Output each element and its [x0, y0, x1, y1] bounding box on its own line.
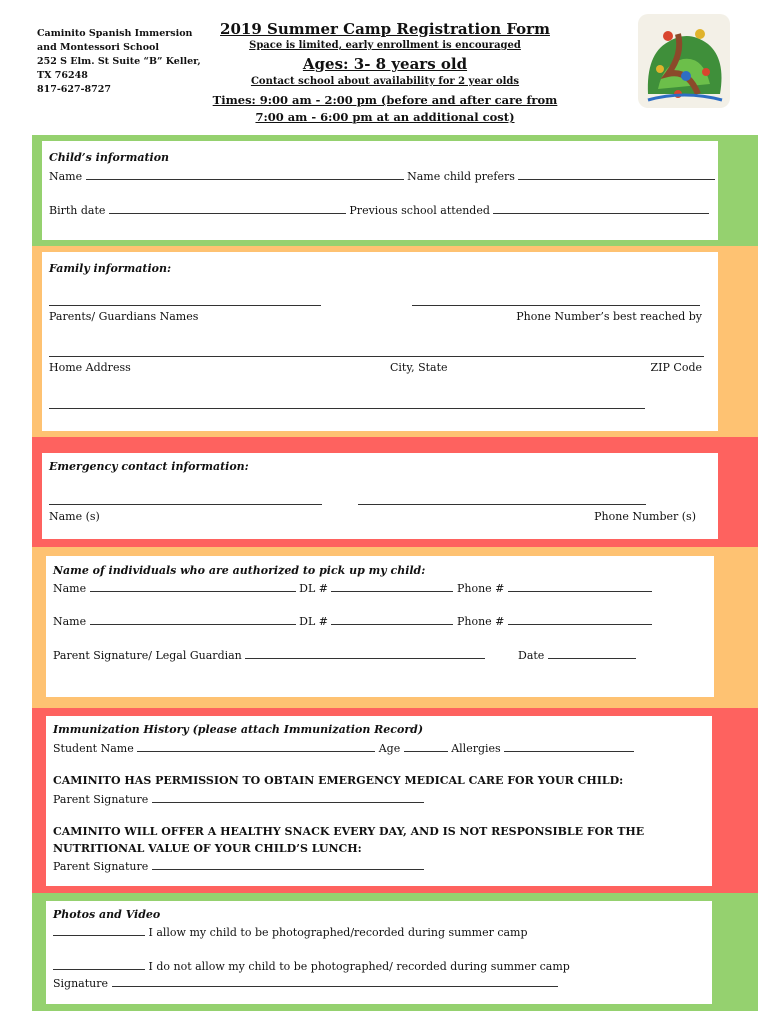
immunization-band	[32, 708, 758, 893]
pickup-phone-label: Phone #	[456, 582, 505, 595]
photos-signature-field[interactable]	[112, 976, 558, 987]
pickup-name-field-2[interactable]	[90, 614, 296, 625]
times-line-2: 7:00 am - 6:00 pm at an additional cost)	[255, 110, 515, 124]
previous-school-field[interactable]	[493, 203, 709, 214]
child-info-box	[42, 141, 718, 240]
family-info-band	[32, 246, 758, 437]
school-city: TX 76248	[37, 70, 88, 81]
pickup-name-label-2: Name	[53, 615, 87, 628]
medical-signature-row	[53, 792, 424, 806]
school-name-line-2: and Montessori School	[37, 42, 159, 53]
student-row	[53, 741, 634, 755]
allergies-field[interactable]	[504, 741, 634, 752]
emergency-phone-field[interactable]	[358, 504, 646, 505]
pickup-date-row	[518, 648, 636, 662]
photos-allow-row	[53, 925, 528, 939]
photos-signature-label: Signature	[53, 977, 109, 990]
photos-allow-field[interactable]	[53, 925, 145, 936]
photos-disallow-field[interactable]	[53, 959, 145, 970]
family-info-box	[42, 252, 718, 431]
pickup-dl-label: DL #	[299, 582, 328, 595]
phone-number-field[interactable]	[412, 305, 700, 306]
medical-permission-text: CAMINITO HAS PERMISSION TO OBTAIN EMERGENCY MEDICAL CARE FOR YOUR CHILD:	[53, 774, 624, 787]
snack-signature-row	[53, 859, 424, 873]
child-prefers-field[interactable]	[518, 169, 715, 180]
age-field[interactable]	[404, 741, 448, 752]
times-note	[200, 92, 570, 126]
parents-names-label: Parents/ Guardians Names	[49, 310, 199, 323]
previous-school-label: Previous school attended	[349, 204, 490, 217]
school-street: 252 S Elm. St Suite “B” Keller,	[37, 56, 201, 67]
snack-text-line-2: NUTRITIONAL VALUE OF YOUR CHILD’S LUNCH:	[53, 842, 362, 855]
phone-best-label: Phone Number’s best reached by	[516, 310, 702, 323]
birth-date-field[interactable]	[109, 203, 346, 214]
emergency-name-field[interactable]	[49, 504, 322, 505]
child-prefers-label: Name child prefers	[407, 170, 515, 183]
pickup-heading: Name of individuals who are authorized to pick up my child:	[53, 564, 426, 577]
pickup-name-field-1[interactable]	[90, 581, 296, 592]
home-address-field[interactable]	[49, 356, 704, 357]
photos-box	[46, 901, 712, 1004]
emergency-name-label: Name (s)	[49, 510, 100, 523]
contact-note: Contact school about availability for 2 year olds	[250, 76, 520, 87]
pickup-signature-label: Parent Signature/ Legal Guardian	[53, 649, 242, 662]
school-phone: 817-627-8727	[37, 84, 111, 95]
child-name-field[interactable]	[86, 169, 404, 180]
pickup-phone-field-1[interactable]	[508, 581, 652, 592]
pickup-dl-field-2[interactable]	[331, 614, 453, 625]
pickup-phone-label-2: Phone #	[456, 615, 505, 628]
child-birth-row	[49, 203, 709, 217]
family-info-heading: Family information:	[49, 262, 172, 275]
times-line-1: Times: 9:00 am - 2:00 pm (before and after care from	[212, 93, 558, 107]
snack-signature-field[interactable]	[152, 859, 424, 870]
pickup-signature-field[interactable]	[245, 648, 485, 659]
additional-address-field[interactable]	[49, 408, 645, 409]
immunization-heading: Immunization History (please attach Immunization Record)	[53, 723, 424, 736]
emergency-heading: Emergency contact information:	[49, 460, 249, 473]
photos-band	[32, 893, 758, 1011]
child-name-label: Name	[49, 170, 83, 183]
pickup-date-label: Date	[518, 649, 545, 662]
age-label: Age	[378, 742, 401, 755]
birth-date-label: Birth date	[49, 204, 106, 217]
student-name-label: Student Name	[53, 742, 134, 755]
medical-signature-label: Parent Signature	[53, 793, 149, 806]
child-name-row	[49, 169, 715, 183]
city-state-label: City, State	[390, 361, 448, 374]
photos-allow-text: I allow my child to be photographed/recorded during summer camp	[148, 926, 528, 939]
emergency-box	[42, 453, 718, 539]
pickup-phone-field-2[interactable]	[508, 614, 652, 625]
emergency-phone-label: Phone Number (s)	[594, 510, 696, 523]
pickup-dl-field-1[interactable]	[331, 581, 453, 592]
pickup-date-field[interactable]	[548, 648, 636, 659]
pickup-signature-row	[53, 648, 485, 662]
snack-signature-label: Parent Signature	[53, 860, 149, 873]
snack-text-line-1: CAMINITO WILL OFFER A HEALTHY SNACK EVERY DAY, AND IS NOT RESPONSIBLE FOR THE	[53, 825, 645, 838]
photos-heading: Photos and Video	[53, 908, 161, 921]
allergies-label: Allergies	[451, 742, 501, 755]
photos-disallow-row	[53, 959, 570, 973]
form-subtitle: Space is limited, early enrollment is encouraged	[249, 40, 521, 51]
camp-logo	[638, 14, 730, 108]
zip-code-label: ZIP Code	[650, 361, 702, 374]
home-address-label: Home Address	[49, 361, 131, 374]
pickup-name-label: Name	[53, 582, 87, 595]
child-info-band	[32, 135, 758, 246]
pickup-dl-label-2: DL #	[299, 615, 328, 628]
photos-signature-row	[53, 976, 558, 990]
pickup-box	[46, 556, 714, 697]
pickup-row-2	[53, 614, 652, 628]
immunization-box	[46, 716, 712, 886]
school-name-line-1: Caminito Spanish Immersion	[37, 28, 193, 39]
form-title: 2019 Summer Camp Registration Form	[220, 20, 550, 38]
pickup-band	[32, 547, 758, 708]
emergency-band	[32, 437, 758, 547]
pickup-row-1	[53, 581, 652, 595]
photos-disallow-text: I do not allow my child to be photographed/ recorded during summer camp	[148, 960, 570, 973]
ages-heading: Ages: 3- 8 years old	[302, 55, 468, 73]
parents-names-field[interactable]	[49, 305, 321, 306]
school-address-block	[37, 27, 201, 97]
medical-signature-field[interactable]	[152, 792, 424, 803]
child-info-heading: Child’s information	[49, 151, 170, 164]
student-name-field[interactable]	[137, 741, 375, 752]
